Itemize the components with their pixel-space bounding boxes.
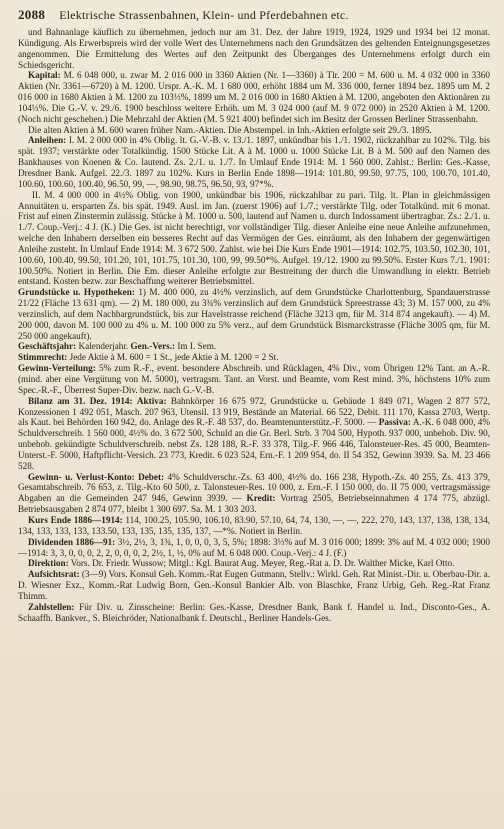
paragraph-anleihen-1: Anleihen: I. M. 2 000 000 in 4% Oblig. lt. G.-V.-B. v. 13./1. 1897, unkündbar bis 1./1. 1902, rückzahlbar zu 102%. Tilg. bis spät. 1937; verstärkte oder Totalkündig. 1500 Stücke Lit. A à M. 1000 u. 1000 Stücke Lit. B à M. 500 auf den Namen des Bankhauses von Koenen & Co. lautend. Zs. 2./1. u. 1./7. In Umlauf Ende 1914: M. 1 560 000. Zahlst.: Berlin: Ges.-Kasse, Dresdner Bank. Aufgel. 22./3. 1897 zu 102%. Kurs in Berlin Ende 1898—1914: 101.80, 99.50, 97.75, 100, 100.70, 101.40, 100.60, 100.60, 100.40, 96.50, 99, —, 98.90, 98.75, 96.50, 93, 97*%. <box>18 135 490 189</box>
label-zahlstellen: Zahlstellen: <box>28 601 75 612</box>
running-title: Elektrische Strassenbahnen, Klein- und Pferdebahnen etc. <box>59 8 349 22</box>
page-header <box>18 8 490 22</box>
paragraph-zahlstellen: Zahlstellen: Für Div. u. Zinsscheine: Berlin: Ges.-Kasse, Dresdner Bank, Bank f. Handel u. Ind., Disconto-Ges., A. Schaaffh. Bankver., S. Bleichröder, Nationalbank f. Deutschl., Berliner Handels-Ges. <box>18 601 490 623</box>
label-kapital: Kapital: <box>28 70 61 81</box>
label-aufsichtsrat: Aufsichtsrat: <box>28 569 80 580</box>
label-bilanz: Bilanz am 31. Dez. 1914: <box>28 395 133 406</box>
label-stimmrecht: Stimmrecht: <box>18 352 68 363</box>
label-debet: Debet: <box>138 471 165 482</box>
page-number: 2088 <box>18 7 46 22</box>
label-aktiva: Aktiva: <box>136 395 167 406</box>
paragraph-kurs: Kurs Ende 1886—1914: 114, 100.25, 105.90, 106.10, 83.90, 57.10, 64, 74, 130, —, —, 222, 270, 143, 137, 138, 138, 134, 134, 133, 133, 133, 133.50, 133, 135, 135, 135, 137, —*%. Notiert in Berlin. <box>18 514 490 536</box>
label-dividenden: Dividenden 1886—91: <box>28 536 116 547</box>
paragraph-anleihen-2: II. M. 4 000 000 in 4½% Oblig. von 1900, unkündbar bis 1906, rückzahlbar zu pari. Tilg. lt. Plan in gleichmässigen Annuitäten u. ersparten Zs. bis spät. 1949. Ausl. im Jan. (zuerst 1906) auf 1./7.; verstärkte Tilg. oder Totalkünd. mit 6 monat. Frist auf einen Zinstermin zulässig. Stücke à M. 1000 u. 500, lautend auf Namen u. durch Indossament übertragbar. Zs.: 2./1. u. 1./7. Coup.-Verj.: 4 J. (K.) Die Ges. ist nicht berechtigt, vor vollständiger Tilg. dieser Anleihe eine neue Anleihe aufzunehmen, welche den Inhabern derselben ein besseres Recht auf das Vermögen der Ges. einräumt, als den Inhabern der gegenwärtigen Anleihe zusteht. In Umlauf Ende 1914: M. 3 672 500. Zahlst. wie bei Die Kurs Ende 1901—1914: 102.75, 103.50, 102.30, 101, 100.60, 100.40, 99.50, 101.20, 101, 101.75, 101.30, 100, 99, 99.50*%. Aufgel. 19./12. 1900 zu 99.50%. Erster Kurs 7./1. 1901: 100.50%. Notiert in Berlin. Die Em. dieser Anleihe erfolgte zur Bestreitung der durch die Umwandlung in elektr. Betrieb entstand. Kosten bezw. zur Beschaffung weiterer Betriebsmittel. <box>18 189 490 287</box>
paragraph-aktien: Die alten Aktien à M. 600 waren früher Nam.-Aktien. Die Abstempel. in Inh.-Aktien erfolgte seit 29./3. 1895. <box>28 124 432 135</box>
label-grundstuecke: Grundstücke u. Hypotheken: <box>18 287 135 298</box>
paragraph-grundstuecke: Grundstücke u. Hypotheken: 1) M. 400 000, zu 4½% verzinslich, auf dem Grundstücke Charlottenburg, Spandauerstrasse 21/22 (Fläche 13 631 qm). — 2) M. 180 000, zu 3¾% verzinslich auf dem Grundstück Spreestrasse 43; 3) M. 157 000, zu 4% verzinslich, auf dem Nachbargrundstück, bis zur Havelstrasse reichend (Fläche 3213 qm, für M. 314 874 angekauft). — 4) M. 200 000, davon M. 100 000 zu 4% u. M. 100 000 zu 5% verz., auf dem Grundstück Bismarckstrasse (Fläche 3005 qm, für M. 250 000 angekauft). <box>18 287 490 341</box>
paragraph-kapital: Kapital: M. 6 048 000, u. zwar M. 2 016 000 in 3360 Aktien (Nr. 1—3360) à Tlr. 200 = M. 600 u. M. 4 032 000 in 3360 Aktien (Nr. 3361—6720) à M. 1200. Urspr. A.-K. M. 1 680 000, erhöht 1884 um M. 336 000, ferner 1894 bez. 1895 um M. 2 016 000 in 1680 Aktien à M. 1200 zu 103⅓%, 1899 um M. 2 016 000 in 1680 Aktien à M. 1200, angeboten den Aktionären zu 104⅓%. Die G.-V. v. 29./6. 1900 beschloss weitere Erhöh. um M. 3 024 000 (auf M. 9 072 000) in 2520 Aktien à M. 1200. (Noch nicht geschehen.) Die Mehrzahl der Aktien (M. 5 921 400) befindet sich im Besitz der Grossen Berliner Strassenbahn. <box>18 70 490 124</box>
paragraph-gewinn-verlust: Gewinn- u. Verlust-Konto: Debet: 4% Schuldverschr.-Zs. 63 400, 4½% do. 166 238, Hypoth.-Zs. 40 255, Zs. 413 379, Gesamtabschreib. 76 653, z. Tilg.-Kto 60 500, z. Talonsteuer-Res. 10 000, z. Ern.-F. I 150 000, do. II 75 000, vertragsmässige Abgaben an die Gemeinden 247 946, Gewinn 3939. — Kredit: Vortrag 2505, Betriebseinnahmen 4 174 775, abzügl. Betriebsausgaben 2 874 077, bleibt 1 300 697. Sa. M. 1 303 203. <box>18 471 491 515</box>
paragraph-geschaeftsjahr: Geschäftsjahr: Kalenderjahr. Gen.-Vers.: Im I. Sem. <box>18 341 217 352</box>
paragraph-stimmrecht: Stimmrecht: Jede Aktie à M. 600 = 1 St., jede Aktie à M. 1200 = 2 St. <box>18 352 279 363</box>
body-text <box>18 27 490 623</box>
label-kredit: Kredit: <box>246 493 276 504</box>
paragraph-gewinn-verteilung: Gewinn-Verteilung: 5% zum R.-F., event. besondere Abschreib. und Rücklagen, 4% Div., vom Übrigen 12% Tant. an A.-R. (mind. aber eine Vergütung von M. 5000), vertragsm. Tant. an Vorst. und Beamte, vom Rest mind. 3%, höchstens 10% zum Spec.-R.-F., Überrest Super-Div. bezw. nach G.-V.-B. <box>18 363 490 395</box>
paragraph-bilanz: Bilanz am 31. Dez. 1914: Aktiva: Bahnkörper 16 675 972, Grundstücke u. Gebäude 1 849 071, Wagen 2 877 572, Konzessionen 1 492 051, Masch. 207 963, Utensil. 13 919, Bestände an Material. 66 522, Debit. 111 170, Kassa 2703, Wertp. als Kaut. bei Behörden 160 942, do. Anlage des R.-F. 48 537, do. Beamtenunterstütz.-F. 5000. — Passiva: A.-K. 6 048 000, 4% Schuldverschreib. 1 560 000, 4½% do. 3 672 500, Schuld an die Gr. Berl. Strb. 3 704 500, Hypoth. 937 000, unbehob. Div. 90, unbehob. gekündigte Schuldverschreib. nebst Zs. 128 188, R.-F. 33 378, Tilg.-F. 966 446, Talonsteuer-Res. 45 000, Beamten-Unterst.-F. 5000, Haftpflicht-Versich. 23 773, Kredit. 6 023 524, Ern.-F. 1 209 954, do. II 54 352, Gewinn 3939. Sa. M. 23 466 528. <box>18 395 491 471</box>
paragraph-dividenden: Dividenden 1886—91: 3½, 2½, 3, 1¾, 1, 0, 0, 0, 3, 5, 5%; 1898: 3⅓% auf M. 3 016 000; 1899: 3% auf M. 4 032 000; 1900—1914: 3, 3, 0, 0, 0, 2, 2, 0, 0, 0, 2, 2½, 1, ½, 0% auf M. 6 048 000. Coup.-Verj.: 4 J. (F.) <box>18 536 490 558</box>
label-anleihen: Anleihen: <box>28 135 67 146</box>
paragraph-intro: und Bahnanlage käuflich zu übernehmen, jedoch nur am 31. Dez. der Jahre 1919, 1924, 1929 und 1934 bei 12 monat. Kündigung. Als Erwerbspreis wird der volle Wert des Unternehmens nach den Grundsätzen des geltenden Enteignungsgesetzes angenommen. Die Ermittelung des Wertes auf den Zeitpunkt des Überganges des Unternehmens erfolgt durch ein Schiedsgericht. <box>18 27 490 70</box>
label-direktion: Direktion: <box>28 558 69 569</box>
label-geschaeftsjahr: Geschäftsjahr: <box>18 341 77 352</box>
paragraph-direktion: Direktion: Vors. Dr. Friedr. Wussow; Mitgl.: Kgl. Baurat Aug. Meyer, Reg.-Rat a. D. Dr. Walther Micke, Karl Otto. <box>28 558 455 569</box>
label-gen-vers: Gen.-Vers.: <box>130 341 176 352</box>
label-gewinn-verlust: Gewinn- u. Verlust-Konto: <box>28 471 135 482</box>
label-passiva: Passiva: <box>378 417 411 428</box>
paragraph-aufsichtsrat: Aufsichtsrat: (3—9) Vors. Konsul Geh. Komm.-Rat Eugen Gutmann, Stellv.: Wirkl. Geh. Rat Minist.-Dir. u. Oberbau-Dir. a. D. Wiesner Exz., Komm.-Rat Ludwig Born, Gen.-Konsul Bankier Alb. von Blaschke, Franz Urbig, Geh. Reg.-Rat Franz Thimm. <box>18 569 490 601</box>
label-gewinn-verteilung: Gewinn-Verteilung: <box>18 363 96 374</box>
label-kurs: Kurs Ende 1886—1914: <box>28 514 123 525</box>
